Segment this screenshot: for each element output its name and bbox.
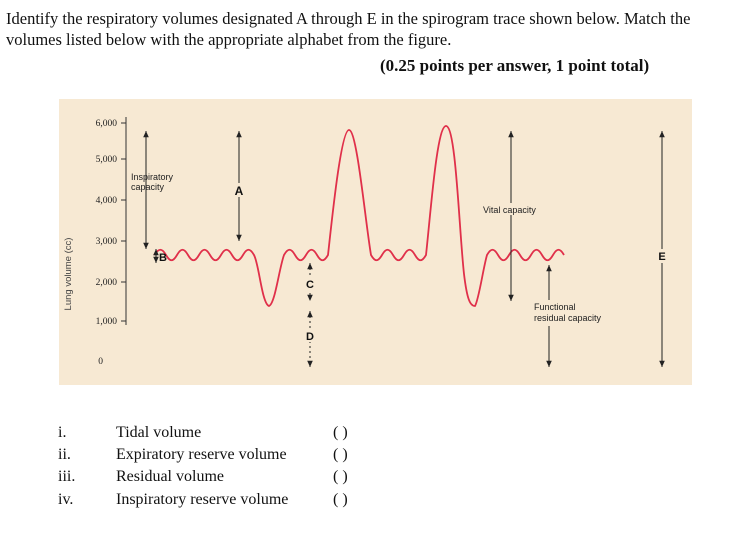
spirogram-figure: [59, 99, 692, 385]
answer-number: i.: [58, 424, 67, 441]
answer-label: Inspiratory reserve volume: [116, 491, 289, 508]
answer-label: Expiratory reserve volume: [116, 446, 287, 463]
question-text: Identify the respiratory volumes designated A through E in the spirogram trace shown below. Match the volumes listed below with the appropriate alphabet from the figure.: [6, 9, 691, 49]
spirogram-svg: [59, 99, 692, 385]
y-tick-2000: 2,000: [95, 278, 117, 288]
y-tick-3000: 3,000: [95, 237, 117, 247]
answer-label: Tidal volume: [116, 424, 202, 441]
answer-blank[interactable]: ( ): [333, 491, 348, 508]
vital-capacity-label: Vital capacity: [483, 205, 536, 215]
y-axis-label: Lung volume (cc): [63, 237, 74, 311]
y-tick-0: 0: [98, 357, 103, 367]
points-note: (0.25 points per answer, 1 point total): [380, 56, 650, 75]
answer-number: ii.: [58, 446, 71, 463]
y-ticks: [121, 123, 126, 321]
letter-b: B: [159, 252, 167, 264]
answer-number: iii.: [58, 468, 76, 485]
y-tick-1000: 1,000: [95, 317, 117, 327]
answer-number: iv.: [58, 491, 74, 508]
letter-d: D: [306, 331, 314, 343]
frc-label-1: Functional: [534, 302, 576, 312]
y-tick-4000: 4,000: [95, 196, 117, 206]
y-tick-5000: 5,000: [95, 155, 117, 165]
inspiratory-capacity-label-2: capacity: [131, 182, 165, 192]
letter-c: C: [306, 279, 314, 291]
spirogram-trace: [154, 126, 564, 306]
y-tick-6000: 6,000: [95, 119, 117, 129]
answer-blank[interactable]: ( ): [333, 424, 348, 441]
letter-e: E: [658, 251, 666, 263]
letter-a: A: [234, 184, 244, 198]
frc-label-2: residual capacity: [534, 313, 602, 323]
answer-label: Residual volume: [116, 468, 224, 485]
answer-blank[interactable]: ( ): [333, 446, 348, 463]
answer-blank[interactable]: ( ): [333, 468, 348, 485]
inspiratory-capacity-label-1: Inspiratory: [131, 172, 174, 182]
